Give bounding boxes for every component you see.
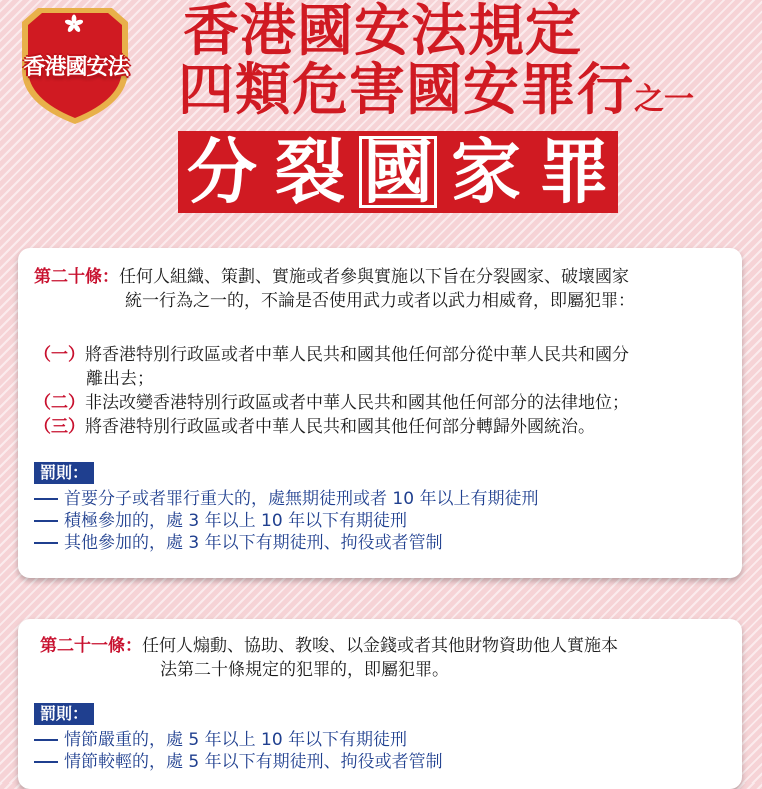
crime-char: 國 [354, 131, 442, 213]
crime-char: 裂 [266, 131, 354, 213]
penalty-item: 情節較輕的，處 5 年以下有期徒刑、拘役或者管制 [34, 751, 443, 773]
penalty-item: 其他參加的，處 3 年以下有期徒刑、拘役或者管制 [34, 532, 443, 554]
crime-char: 罪 [530, 131, 618, 213]
article-20-text-line2: 統一行為之一的，不論是否使用武力或者以武力相威脅，即屬犯罪： [125, 291, 635, 311]
article-20-item-1-line2: 離出去； [86, 369, 154, 389]
article-20-card [18, 248, 742, 578]
crime-char: 分 [178, 131, 266, 213]
article-21-text-line2: 法第二十條規定的犯罪的，即屬犯罪。 [160, 660, 449, 680]
article-20-item-2: （二）非法改變香港特別行政區或者中華人民共和國其他任何部分的法律地位； [34, 393, 629, 413]
article-21-label: 第二十一條： [40, 636, 142, 656]
penalty-item: 情節嚴重的，處 5 年以上 10 年以下有期徒刑 [34, 729, 407, 751]
dash-icon [34, 761, 58, 763]
dash-icon [34, 739, 58, 741]
article-21-text-line1: 第二十一條：任何人煽動、協助、教唆、以金錢或者其他財物資助他人實施本 [40, 636, 618, 656]
headline-line2-small: 之一 [634, 82, 694, 117]
headline-line2 [178, 59, 694, 132]
penalty-label: 罰則： [34, 703, 94, 725]
headline-line1: 香港國安法規定 [183, 0, 582, 64]
dash-icon [34, 498, 58, 500]
penalty-label: 罰則： [34, 462, 94, 484]
headline-line2-main: 四類危害國安罪行 [178, 58, 634, 123]
penalty-item: 首要分子或者罪行重大的，處無期徒刑或者 10 年以上有期徒刑 [34, 488, 538, 510]
article-21-card [18, 619, 742, 789]
article-20-label: 第二十條： [34, 267, 119, 287]
crime-char: 家 [442, 131, 530, 213]
dash-icon [34, 520, 58, 522]
article-20-item-1: （一）將香港特別行政區或者中華人民共和國其他任何部分從中華人民共和國分 [34, 345, 629, 365]
penalty-item: 積極參加的，處 3 年以上 10 年以下有期徒刑 [34, 510, 407, 532]
article-20-item-3: （三）將香港特別行政區或者中華人民共和國其他任何部分轉歸外國統治。 [34, 417, 595, 437]
dash-icon [34, 542, 58, 544]
hk-national-security-law-badge [2, 0, 148, 128]
badge-label: 香港國安法 [23, 55, 129, 80]
crime-title [178, 131, 618, 213]
article-20-text-line1: 第二十條：任何人組織、策劃、實施或者參與實施以下旨在分裂國家、破壞國家 [34, 267, 629, 287]
bauhinia-icon [64, 14, 84, 34]
